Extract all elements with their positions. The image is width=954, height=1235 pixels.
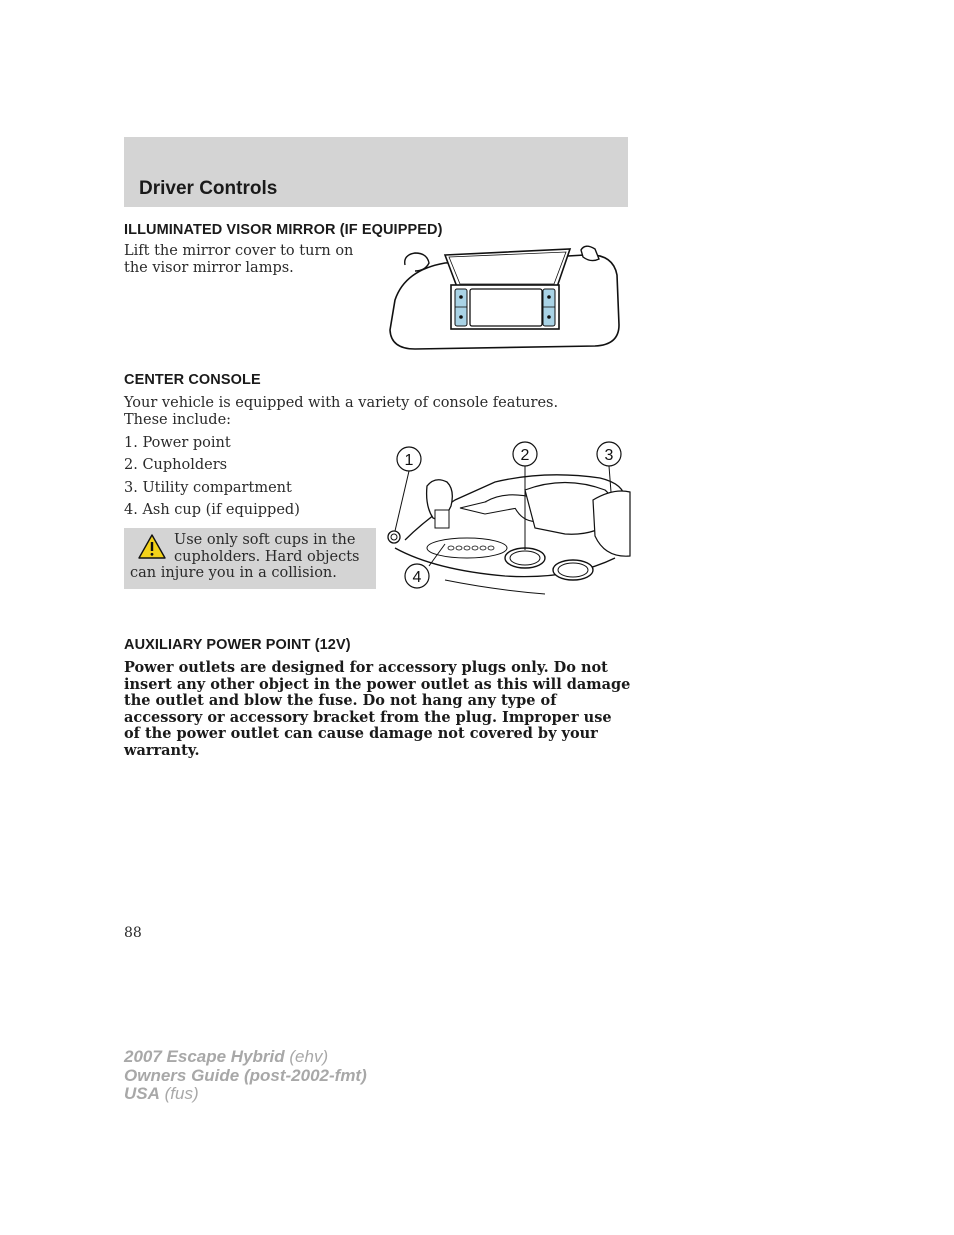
list-item: 2. Cupholders — [124, 457, 228, 473]
footer-line-1 — [124, 1047, 328, 1067]
callout-1: 1 — [404, 452, 414, 469]
warning-box — [124, 528, 376, 589]
footer-model: 2007 Escape Hybrid — [124, 1047, 285, 1066]
power-heading: AUXILIARY POWER POINT (12V) — [124, 637, 351, 653]
warning-text: Use only soft cups in the cupholders. Hard objects can injure you in a collision. — [130, 532, 360, 581]
footer-model-code: (ehv) — [289, 1047, 329, 1066]
callout-2: 2 — [520, 447, 530, 464]
section-title: Driver Controls — [139, 178, 278, 199]
warning-triangle-icon — [130, 532, 174, 562]
footer-market: USA — [124, 1084, 160, 1103]
list-item: 1. Power point — [124, 435, 231, 451]
footer-market-code: (fus) — [164, 1084, 199, 1103]
callout-3: 3 — [604, 447, 614, 464]
footer-line-3 — [124, 1084, 199, 1104]
list-item: 3. Utility compartment — [124, 480, 292, 496]
console-heading: CENTER CONSOLE — [124, 372, 261, 388]
page-number: 88 — [124, 925, 142, 941]
visor-text: Lift the mirror cover to turn on the visor mirror lamps. — [124, 243, 354, 276]
list-item: 4. Ash cup (if equipped) — [124, 502, 300, 518]
callout-4: 4 — [412, 569, 422, 586]
visor-mirror-illustration — [385, 245, 625, 355]
visor-heading: ILLUMINATED VISOR MIRROR (IF EQUIPPED) — [124, 222, 443, 238]
footer-line-2 — [124, 1066, 367, 1086]
console-intro: Your vehicle is equipped with a variety of console features. These include: — [124, 395, 559, 428]
power-warning: Power outlets are designed for accessory plugs only. Do not insert any other object in the power outlet as this will damage the outlet and blow the fuse. Do not hang any type of accessory or accessory bracket from the plug. Improper use of the power outlet can cause damage not covered by your warranty. — [124, 659, 631, 759]
footer-guide: Owners Guide (post-2002-fmt) — [124, 1066, 367, 1085]
center-console-illustration — [385, 440, 630, 600]
